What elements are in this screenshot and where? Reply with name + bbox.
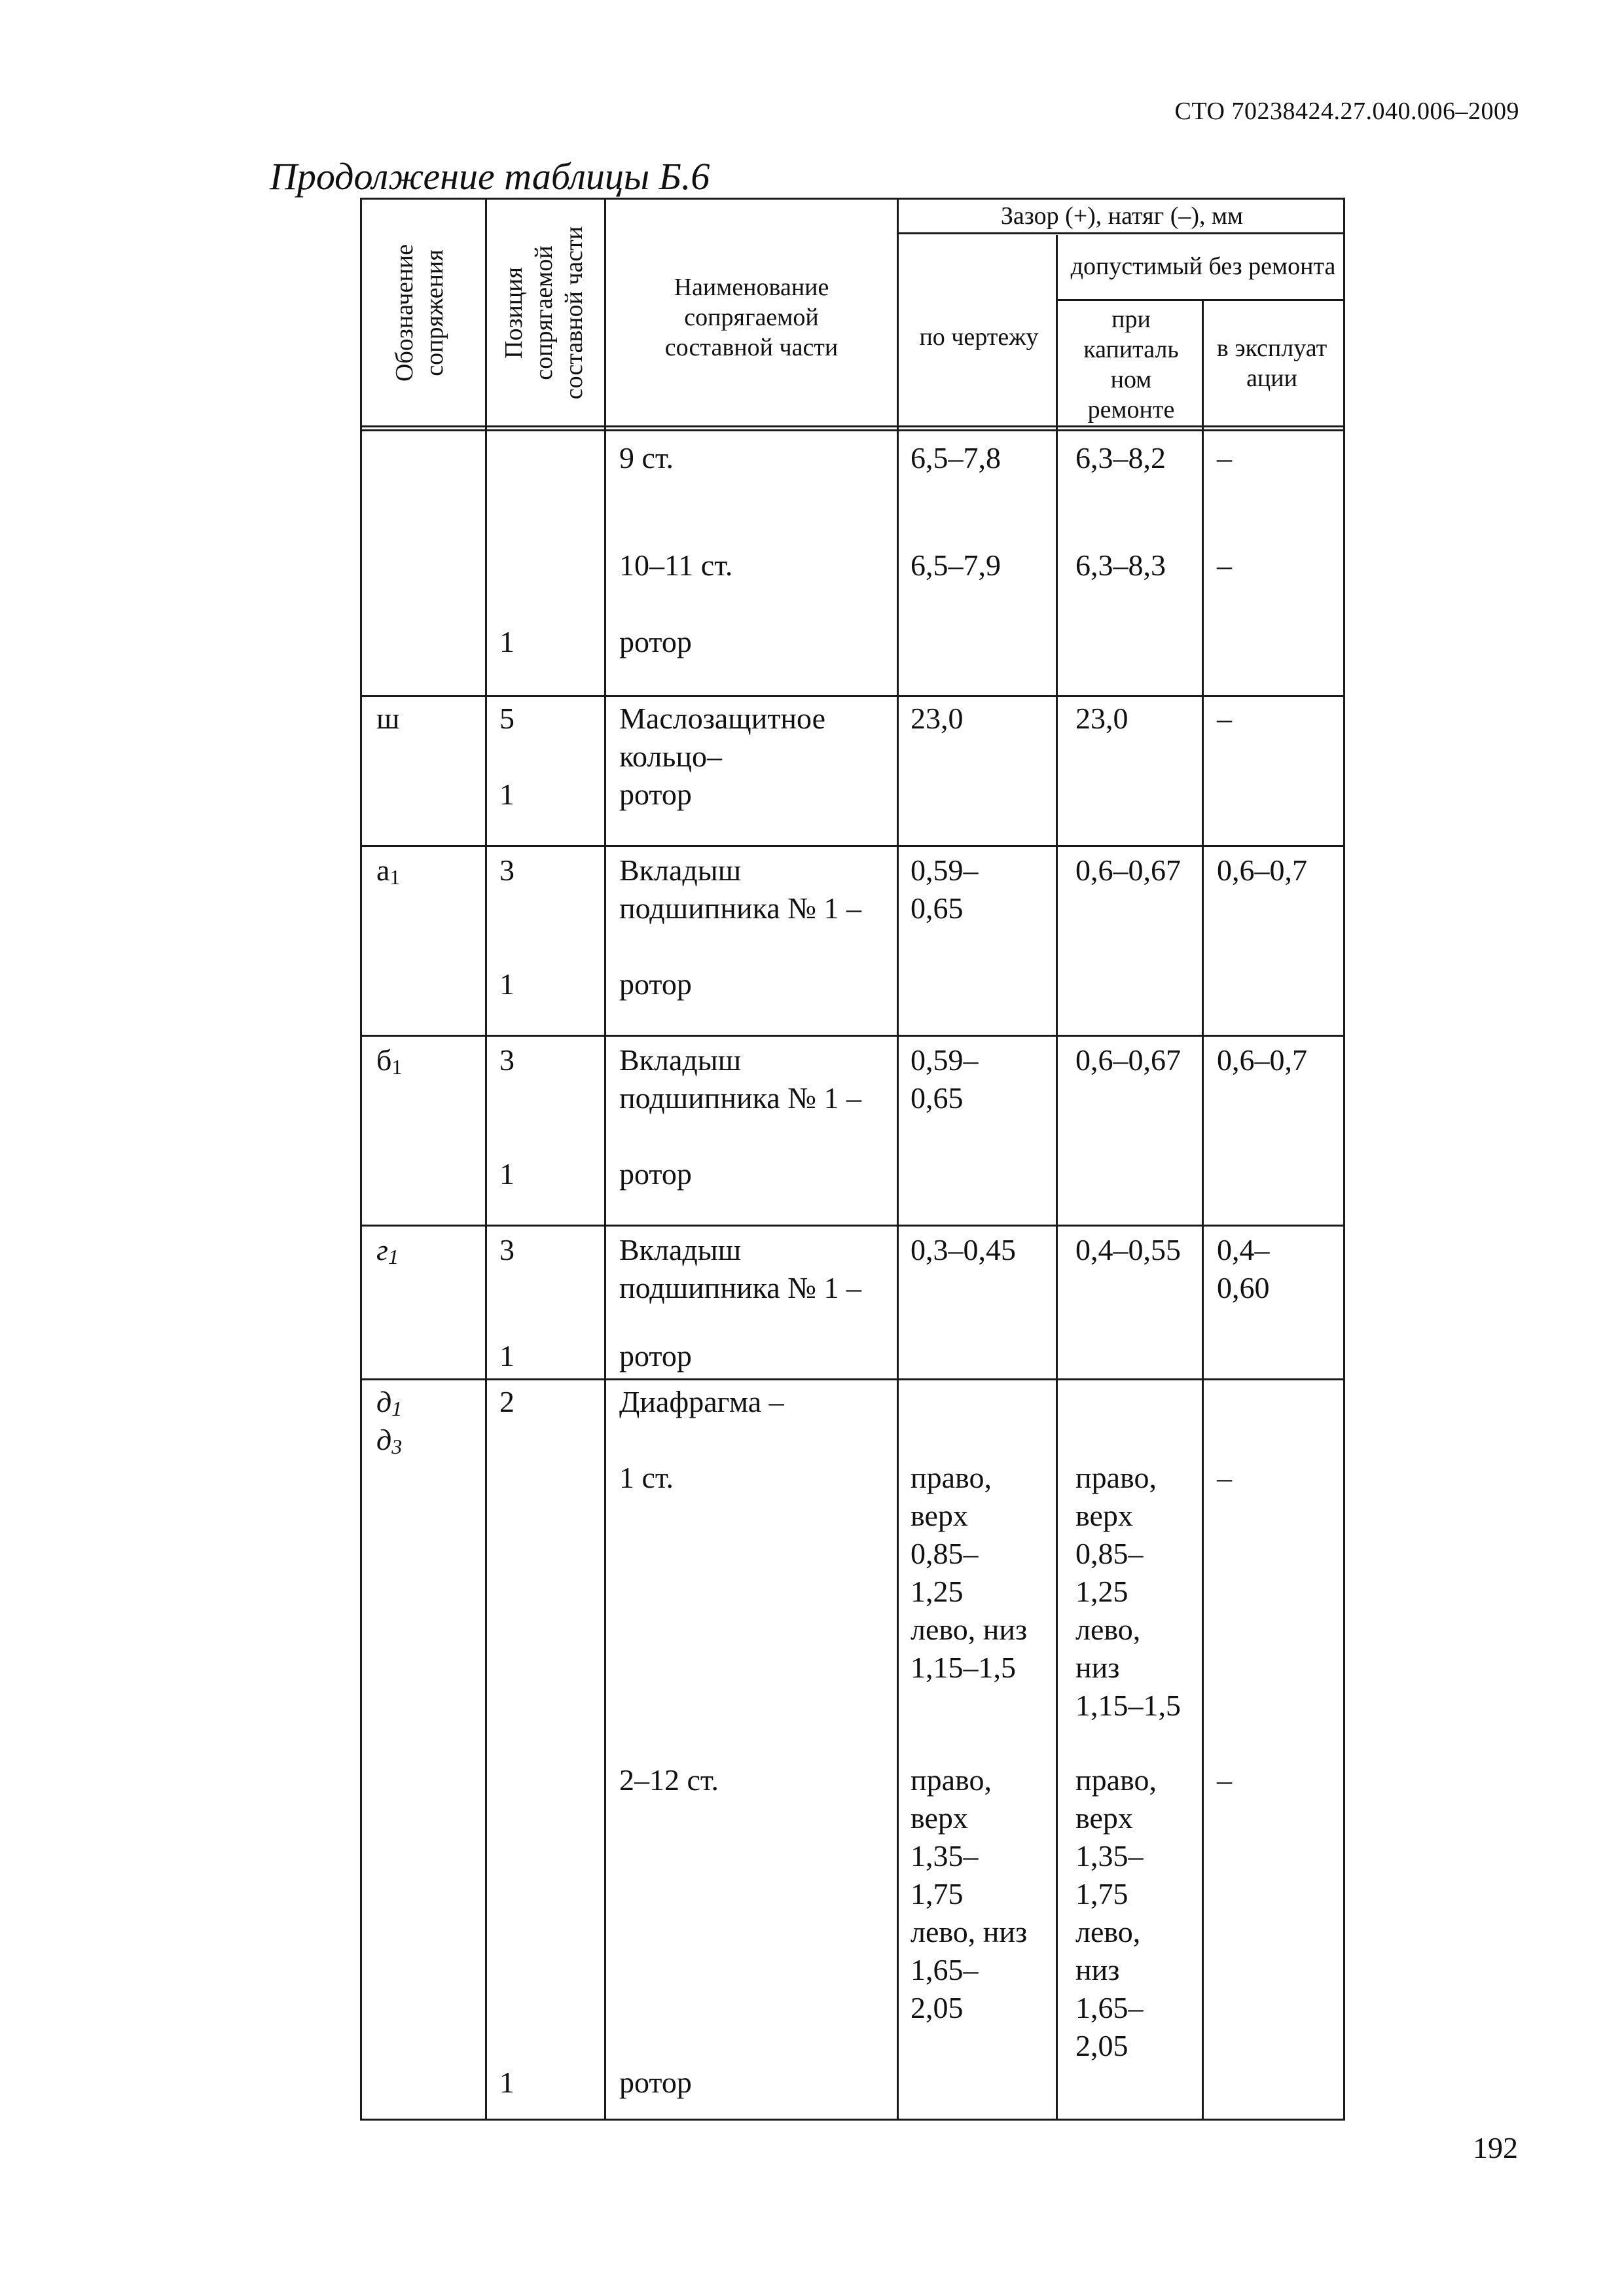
table-body [362,431,1343,2119]
cell-name: Диафрагма – [619,1385,784,1418]
cell-name: 9 ст. [619,441,674,475]
header-position: Позиция сопрягаемой составной части [500,226,588,400]
cell-operation: – [1217,1461,1232,1494]
cell-name: Вкладыш подшипника № 1 – [619,853,862,925]
cell-drawing: 0,3–0,45 [911,1233,1016,1266]
cell-drawing: право, верх 1,35– 1,75 лево, низ 1,65– 2,05 [911,1763,1028,2024]
cell-position: 1 [499,1157,514,1191]
table-caption: Продолжение таблицы Б.6 [270,155,710,198]
cell-drawing: 0,59– 0,65 [911,1043,979,1115]
cell-capital: право, верх 1,35– 1,75 лево, низ 1,65– 2,05 [1075,1763,1157,2062]
cell-designation: б1 [376,1043,403,1079]
cell-name: Маслозащитное кольцо– [619,702,826,773]
cell-capital: право, верх 0,85– 1,25 лево, низ 1,15–1,5 [1075,1461,1181,1722]
cell-designation: д3 [376,1423,403,1458]
cell-position: 1 [499,1339,514,1372]
cell-designation: д1 [376,1385,403,1420]
cell-drawing: 6,5–7,8 [911,441,1001,475]
cell-operation: 0,4– 0,60 [1217,1233,1270,1304]
cell-designation: а1 [376,853,401,889]
cell-capital: 0,6–0,67 [1075,853,1181,887]
cell-position: 1 [499,778,514,811]
header-in-operation: в эксплуат ации [1216,334,1327,392]
cell-position: 1 [499,2066,514,2099]
cell-name: ротор [619,1157,692,1191]
cell-capital: 23,0 [1075,702,1128,735]
cell-name: ротор [619,2066,692,2099]
document-code: СТО 70238424.27.040.006–2009 [1174,98,1519,125]
cell-operation: – [1217,702,1232,735]
cell-operation: 0,6–0,7 [1217,853,1307,887]
cell-name: 10–11 ст. [619,548,733,582]
cell-drawing: право, верх 0,85– 1,25 лево, низ 1,15–1,5 [911,1461,1028,1684]
page-number: 192 [1473,2131,1518,2164]
cell-position: 3 [499,1233,514,1266]
cell-designation: ш [376,702,400,735]
cell-capital: 0,6–0,67 [1075,1043,1181,1077]
header-by-drawing: по чертежу [919,323,1039,351]
cell-position: 3 [499,853,514,887]
cell-position: 3 [499,1043,514,1077]
cell-capital: 0,4–0,55 [1075,1233,1181,1266]
cell-position: 1 [499,967,514,1001]
cell-drawing: 23,0 [911,702,964,735]
cell-position: 2 [499,1385,514,1418]
cell-designation: г1 [376,1233,399,1268]
cell-name: ротор [619,778,692,811]
cell-capital: 6,3–8,3 [1075,548,1166,582]
header-allowed-without-repair: допустимый без ремонта [1070,253,1336,280]
cell-drawing: 6,5–7,9 [911,548,1001,582]
header-designation: Обозначение сопряжения [391,244,448,382]
header-at-capital-repair: при капиталь ном ремонте [1083,306,1179,423]
cell-name: Вкладыш подшипника № 1 – [619,1043,862,1115]
cell-operation: – [1217,1763,1232,1797]
header-gap: Зазор (+), натяг (–), мм [1000,202,1244,230]
cell-name: ротор [619,967,692,1001]
cell-name: ротор [619,1339,692,1372]
cell-operation: 0,6–0,7 [1217,1043,1307,1077]
cell-drawing: 0,59– 0,65 [911,853,979,925]
cell-name: ротор [619,625,692,658]
cell-position: 1 [499,625,514,658]
cell-name: Вкладыш подшипника № 1 – [619,1233,862,1304]
cell-capital: 6,3–8,2 [1075,441,1166,475]
cell-operation: – [1217,441,1232,475]
cell-operation: – [1217,548,1232,582]
cell-name: 2–12 ст. [619,1763,719,1797]
header-name: Наименование сопрягаемой составной части [664,274,839,361]
cell-name: 1 ст. [619,1461,674,1494]
cell-position: 5 [499,702,514,735]
mating-clearance-table [360,198,1345,2121]
table-header [362,200,1343,431]
